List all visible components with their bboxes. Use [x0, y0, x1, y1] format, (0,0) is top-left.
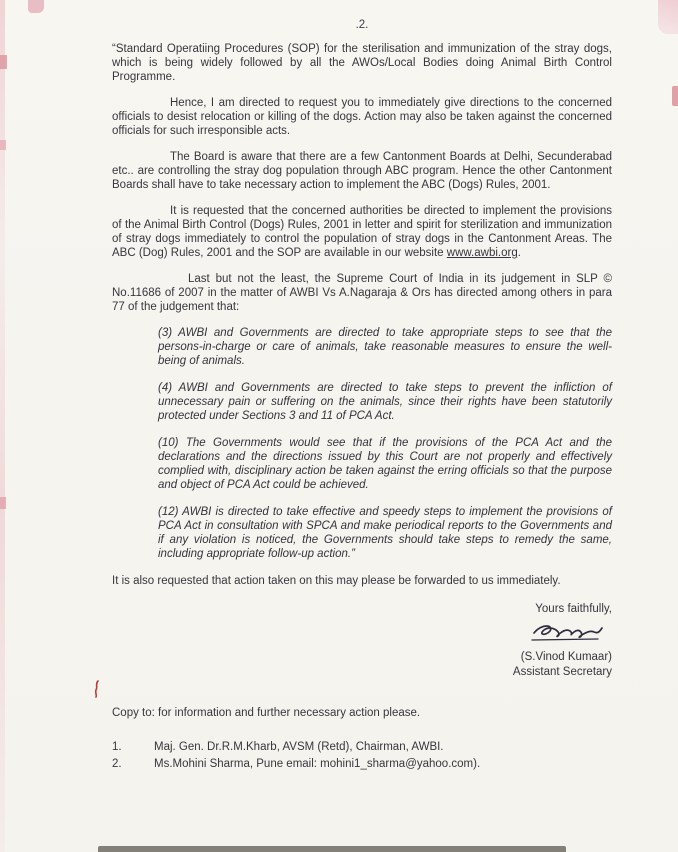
closing-block: [112, 602, 612, 680]
list-item-text: Maj. Gen. Dr.R.M.Kharb, AVSM (Retd), Chairman, AWBI.: [154, 741, 444, 753]
signatory-title: Assistant Secretary: [512, 666, 612, 678]
paragraph-abc-rules-text: It is requested that the concerned authorities be directed to implement the provisions of the Animal Birth Control (Dogs) Rules, 2001 in letter and spirit for sterilization and immunization of stray dogs immediately to control the population of stray dogs in the Cantonment Areas. The ABC (Dog) Rules, 2001 and the SOP are available in our website: [112, 205, 612, 259]
paragraph-abc-rules-text-after: .: [517, 247, 521, 259]
paragraph-cantonment-boards: The Board is aware that there are a few Cantonment Boards at Delhi, Secunderabad etc.. are controlling the stray dog population through ABC program. Hence the other Cantonment Boards shall have to take necessary action to implement the ABC (Dogs) Rules, 2001.: [112, 151, 612, 191]
valediction: Yours faithfully,: [535, 603, 612, 615]
list-item-number: 2.: [112, 758, 122, 770]
judgement-quote-10: (10) The Governments would see that if the provisions of the PCA Act and the declarations and the directions issued by this Court are not properly and effectively complied with, disciplinary action be taken against the erring officials so that the purpose and object of PCA Act could be achieved.: [158, 437, 612, 491]
scan-artifact-right-edge: [672, 86, 678, 106]
scan-artifact-left-strip: [0, 0, 5, 852]
copy-to-section: [112, 706, 612, 771]
judgement-quote-12: (12) AWBI is directed to take effective and speedy steps to implement the provisions of PCA Act in consultation with SPCA and make periodical reports to the Governments and if any violation is noticed, the Governments should take steps to remedy the same, including appropriate follow-up action.”: [158, 506, 612, 560]
list-item-text: Ms.Mohini Sharma, Pune email: mohini1_sharma@yahoo.com).: [154, 758, 481, 770]
page-number: .2.: [355, 19, 369, 31]
list-item-number: 1.: [112, 741, 122, 753]
list-item: [112, 757, 612, 771]
paragraph-supreme-court: Last but not the least, the Supreme Court of India in its judgement in SLP © No.11686 of 2007 in the matter of AWBI Vs A.Nagaraja & Ors has directed among others in para 77 of the judgement that:: [112, 273, 612, 313]
signatory-name: (S.Vinod Kumaar): [520, 651, 612, 663]
paragraph-sop: “Standard Operatiing Procedures (SOP) for the sterilisation and immunization of the stray dogs, which is being widely followed by all the AWOs/Local Bodies doing Animal Birth Control Programme.: [112, 43, 612, 83]
pen-mark-icon: [92, 680, 102, 698]
scan-artifact-left-mark: [0, 55, 7, 69]
copy-to-label: Copy to: for information and further necessary action please.: [112, 707, 421, 719]
scan-artifact-left-mark: [0, 140, 6, 150]
scan-artifact-left-mark: [0, 497, 6, 509]
copy-to-list: [112, 740, 612, 771]
paragraph-action-request: It is also requested that action taken on this may please be forwarded to us immediately.: [112, 575, 561, 587]
signature: [112, 619, 606, 650]
list-item: [112, 740, 612, 754]
judgement-quote-3: (3) AWBI and Governments are directed to take appropriate steps to see that the persons-in-charge or care of animals, take reasonable measures to ensure the well-being of animals.: [158, 327, 612, 367]
scan-artifact-bottom-strip: [98, 846, 566, 852]
website-link[interactable]: www.awbi.org: [446, 247, 518, 259]
scan-artifact-top-left: [28, 0, 44, 13]
paragraph-directions: Hence, I am directed to request you to immediately give directions to the concerned officials to desist relocation or killing of the dogs. Action may also be taken against the concerned officials for such irresponsible acts.: [112, 97, 612, 137]
judgement-quote-4: (4) AWBI and Governments are directed to take steps to prevent the infliction of unnecessary pain or suffering on the animals, since their rights have been statutorily protected under Sections 3 and 11 of PCA Act.: [158, 382, 612, 422]
paragraph-abc-rules: [112, 204, 612, 260]
scan-artifact-top-right: [658, 0, 678, 34]
